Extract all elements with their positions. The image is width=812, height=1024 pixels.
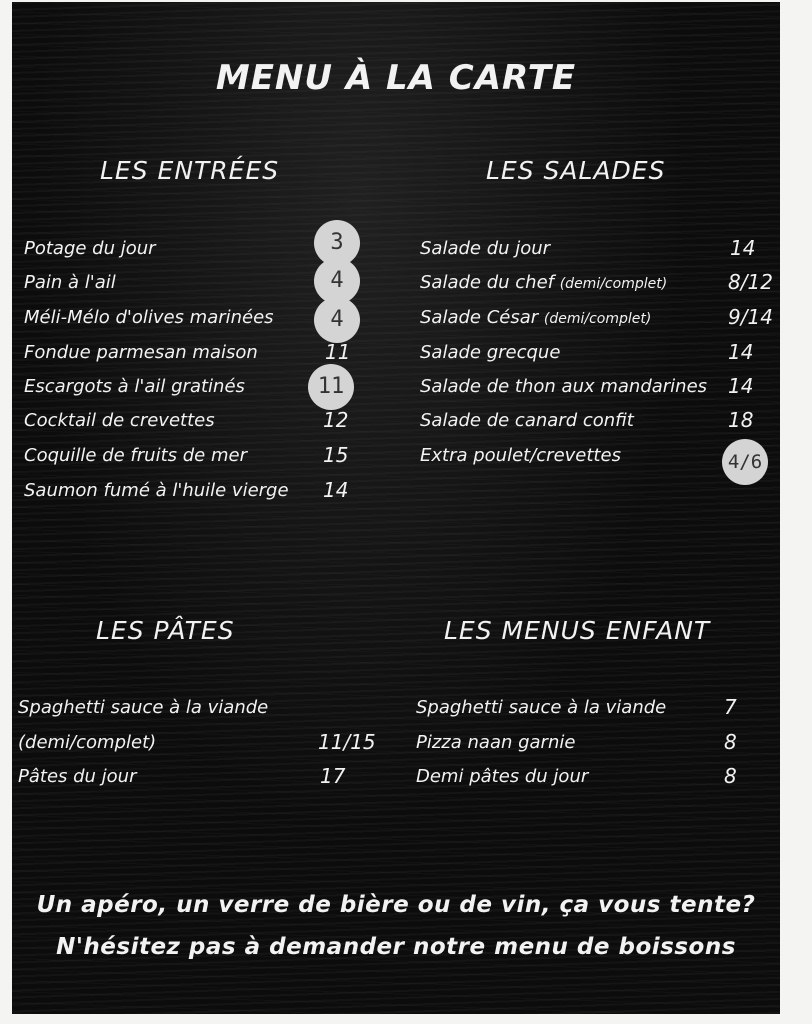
menu-title: MENU À LA CARTE [215, 58, 577, 98]
entree-price: 11 [325, 340, 351, 364]
enfant-item-name: Spaghetti sauce à la viande [416, 697, 667, 718]
enfant-item-name: Demi pâtes du jour [416, 766, 589, 787]
enfant-price: 8 [724, 730, 737, 754]
salade-name: Salade César [420, 307, 539, 328]
enfant-price: 7 [724, 695, 737, 719]
entree-item-name: Escargots à l'ail gratinés [24, 376, 245, 397]
salade-item-name [420, 410, 634, 431]
salade-item-name [420, 342, 560, 363]
entree-item-name: Cocktail de crevettes [24, 410, 215, 431]
entree-price: 12 [323, 408, 349, 432]
entrees-heading: LES ENTRÉES [100, 156, 280, 185]
salade-note: (demi/complet) [543, 311, 652, 327]
pates-price: 17 [320, 764, 346, 788]
salade-name: Salade grecque [420, 342, 561, 363]
salade-name: Salade de canard confit [420, 410, 634, 431]
entree-price-circle: 3 [314, 220, 360, 266]
entree-item-name: Saumon fumé à l'huile vierge [24, 480, 289, 501]
pates-item-name: Pâtes du jour [18, 766, 137, 787]
salade-item-name [420, 445, 621, 466]
entree-price-circle: 11 [308, 364, 354, 410]
salade-note: (demi/complet) [559, 276, 668, 292]
entree-price-circle: 4 [314, 258, 360, 304]
pates-price: 11/15 [318, 730, 376, 754]
salade-item-name [420, 272, 667, 293]
salade-name: Extra poulet/crevettes [420, 445, 621, 466]
salades-heading: LES SALADES [486, 156, 666, 185]
salade-item-name [420, 238, 550, 259]
pates-item-name: Spaghetti sauce à la viande [18, 697, 269, 718]
salade-price: 9/14 [728, 305, 773, 329]
entree-item-name: Méli-Mélo d'olives marinées [24, 307, 274, 328]
salade-item-name [420, 307, 651, 328]
footer-line-2: N'hésitez pas à demander notre menu de boissons [56, 934, 736, 960]
entree-item-name: Coquille de fruits de mer [24, 445, 247, 466]
pates-heading: LES PÂTES [96, 616, 235, 645]
enfant-item-name: Pizza naan garnie [416, 732, 576, 753]
entree-price: 15 [323, 443, 349, 467]
chalkboard-menu [12, 2, 780, 1014]
enfant-price: 8 [724, 764, 737, 788]
footer-line-1: Un apéro, un verre de bière ou de vin, ça vous tente? [36, 892, 756, 918]
entree-item-name: Potage du jour [24, 238, 156, 259]
pates-item-name: (demi/complet) [18, 732, 157, 753]
entree-item-name: Fondue parmesan maison [24, 342, 258, 363]
salade-price: 14 [728, 374, 754, 398]
salade-name: Salade du chef [420, 272, 554, 293]
salade-price: 8/12 [728, 270, 773, 294]
entree-price-circle: 4 [314, 297, 360, 343]
salade-price-circle: 4/6 [722, 439, 768, 485]
salade-name: Salade du jour [420, 238, 551, 259]
salade-price: 18 [728, 408, 754, 432]
salade-item-name [420, 376, 707, 397]
entree-item-name: Pain à l'ail [24, 272, 116, 293]
salade-price: 14 [728, 340, 754, 364]
salade-name: Salade de thon aux mandarines [420, 376, 708, 397]
salade-price: 14 [730, 236, 756, 260]
entree-price: 14 [323, 478, 349, 502]
enfant-heading: LES MENUS ENFANT [444, 616, 711, 645]
